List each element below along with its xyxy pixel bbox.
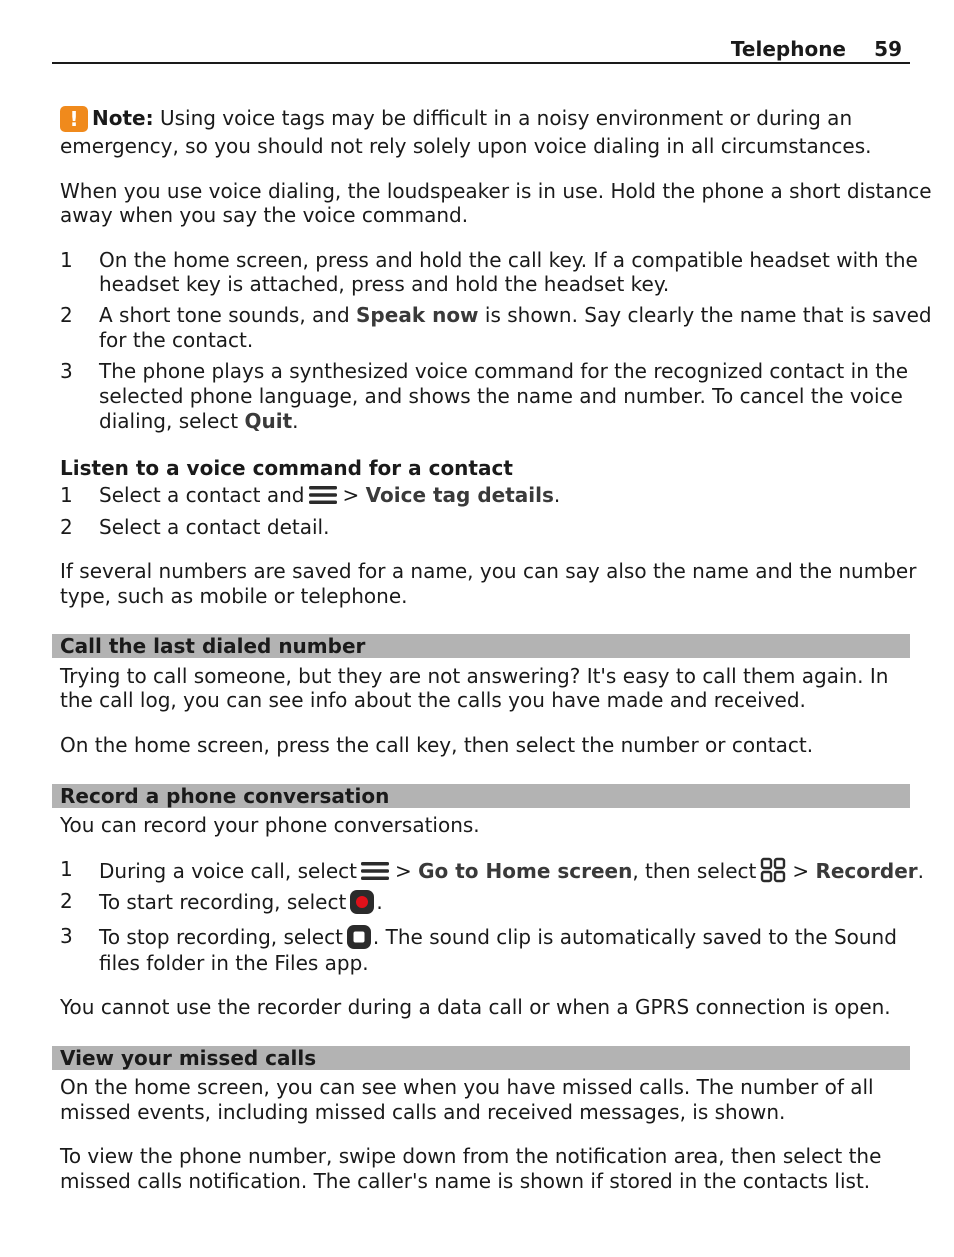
section-heading-missed-calls: View your missed calls <box>52 1046 910 1070</box>
missed-p1-line-2: missed events, including missed calls and received messages, is shown. <box>60 1100 786 1124</box>
step-text: To start recording, select . <box>99 890 383 914</box>
apps-grid-icon <box>760 857 786 883</box>
step-number: 1 <box>60 248 73 272</box>
step-text: A short tone sounds, and Speak now is shown. Say clearly the name that is saved <box>99 303 932 327</box>
ui-label-speak-now: Speak now <box>356 303 479 327</box>
page-header <box>52 34 910 64</box>
missed-p2-line-2: missed calls notification. The caller's name is shown if stored in the contacts list. <box>60 1169 871 1193</box>
step-text: for the contact. <box>99 328 254 352</box>
step-number: 3 <box>60 924 73 948</box>
ui-label-recorder: Recorder <box>815 859 918 883</box>
listen-para-line-2: type, such as mobile or telephone. <box>60 584 408 608</box>
record-icon <box>349 889 375 915</box>
warning-icon: ! <box>60 106 88 132</box>
ui-label-voice-tag-details: Voice tag details <box>365 483 554 507</box>
note-label: Note: <box>92 106 154 130</box>
step-number: 3 <box>60 359 73 383</box>
ui-label-quit: Quit <box>244 409 293 433</box>
step-number: 2 <box>60 303 73 327</box>
step-text: Select a contact and > Voice tag details. <box>99 483 561 507</box>
step-text: To stop recording, select . The sound clip is automatically saved to the Sound <box>99 925 897 949</box>
stop-icon <box>346 924 372 950</box>
step-text: selected phone language, and shows the name and number. To cancel the voice <box>99 384 903 408</box>
step-number: 2 <box>60 515 73 539</box>
last-p2: On the home screen, press the call key, then select the number or contact. <box>60 733 814 757</box>
last-p1-line-2: the call log, you can see info about the calls you have made and received. <box>60 688 806 712</box>
ui-label-go-to-home-screen: Go to Home screen <box>418 859 633 883</box>
record-intro: You can record your phone conversations. <box>60 813 480 837</box>
note-line-1: ! Note: Using voice tags may be difficult in a noisy environment or during an <box>60 106 910 132</box>
step-number: 1 <box>60 483 73 507</box>
menu-icon <box>309 485 337 505</box>
listen-para-line-1: If several numbers are saved for a name, you can say also the name and the number <box>60 559 917 583</box>
missed-p2-line-1: To view the phone number, swipe down from the notification area, then select the <box>60 1144 882 1168</box>
step-text: headset key is attached, press and hold the headset key. <box>99 272 670 296</box>
chapter-title: Telephone <box>730 37 846 61</box>
step-text: On the home screen, press and hold the call key. If a compatible headset with the <box>99 248 918 272</box>
menu-icon <box>361 861 389 881</box>
step-text: dialing, select Quit. <box>99 409 299 433</box>
section-heading-last-dialed: Call the last dialed number <box>52 634 910 658</box>
section-heading-record: Record a phone conversation <box>52 784 910 808</box>
step-text: The phone plays a synthesized voice command for the recognized contact in the <box>99 359 909 383</box>
record-para: You cannot use the recorder during a data call or when a GPRS connection is open. <box>60 995 891 1019</box>
note-line-2: emergency, so you should not rely solely upon voice dialing in all circumstances. <box>60 134 872 158</box>
step-text: files folder in the Files app. <box>99 951 369 975</box>
step-number: 2 <box>60 889 73 913</box>
step-number: 1 <box>60 857 73 881</box>
page-number: 59 <box>874 37 902 61</box>
missed-p1-line-1: On the home screen, you can see when you have missed calls. The number of all <box>60 1075 874 1099</box>
intro-line-2: away when you say the voice command. <box>60 203 469 227</box>
subsection-heading: Listen to a voice command for a contact <box>60 456 513 480</box>
last-p1-line-1: Trying to call someone, but they are not answering? It's easy to call them again. In <box>60 664 889 688</box>
step-text: During a voice call, select > Go to Home screen, then select > Recorder. <box>99 859 924 883</box>
step-text: Select a contact detail. <box>99 515 330 539</box>
intro-line-1: When you use voice dialing, the loudspeaker is in use. Hold the phone a short distance <box>60 179 932 203</box>
